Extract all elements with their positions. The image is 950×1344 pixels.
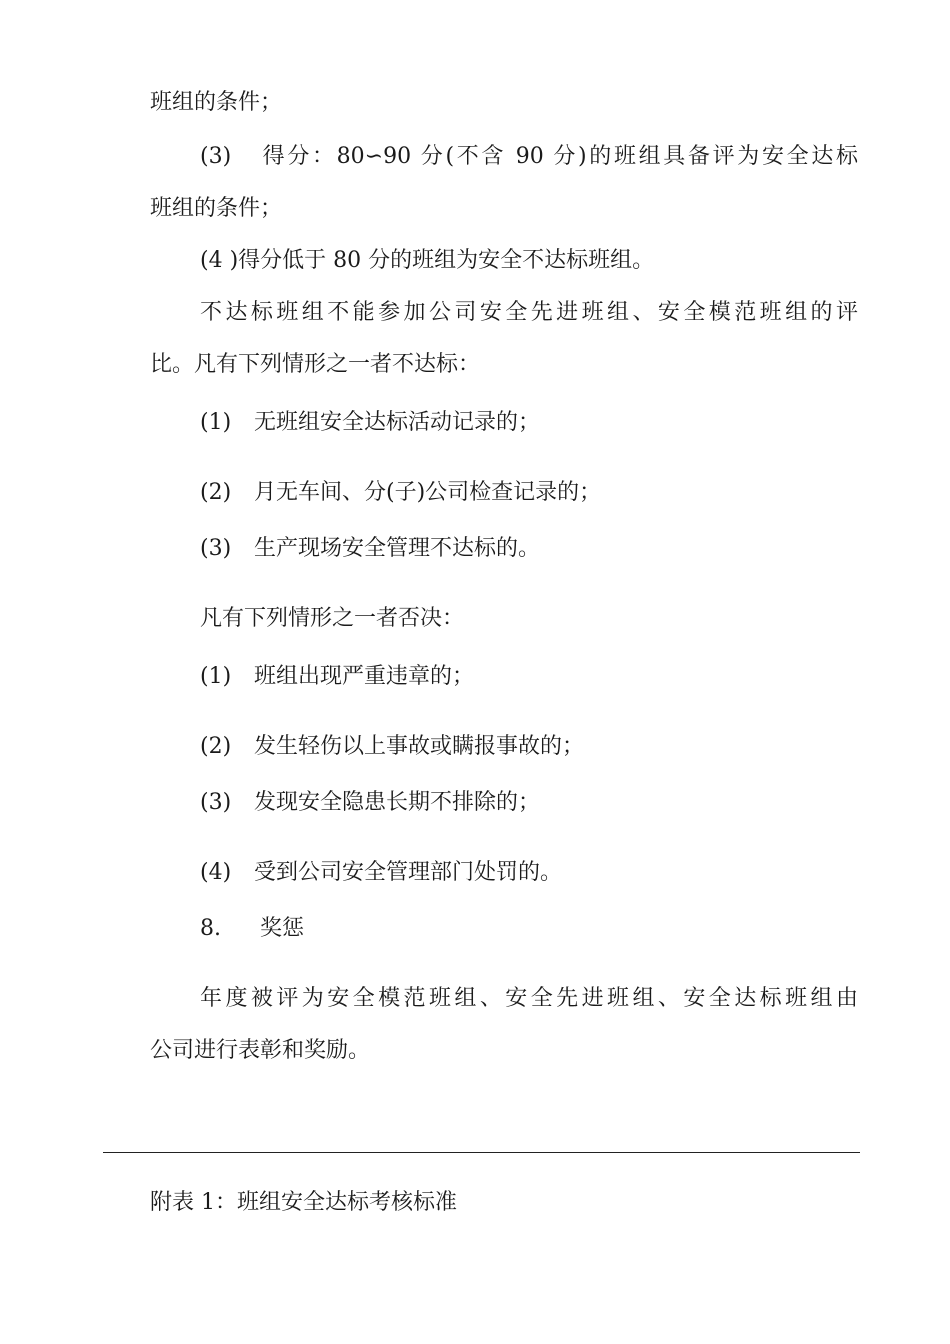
list-item — [200, 858, 562, 888]
paragraph-continuation: 班组的条件； — [150, 90, 283, 115]
nonstandard-paragraph-line1: 不达标班组不能参加公司安全先进班组、安全模范班组的评 — [200, 300, 858, 325]
footnote-divider — [103, 1152, 860, 1153]
list-item — [200, 662, 474, 692]
list-item-number: (1) — [200, 410, 232, 435]
item-3-continuation: 班组的条件； — [150, 196, 283, 221]
item-3-number: (3) — [200, 144, 232, 169]
list-item-number: (3) — [200, 536, 232, 561]
list-item-text: 无班组安全达标活动记录的； — [254, 410, 541, 435]
list-item — [200, 478, 601, 508]
item-3-line — [200, 142, 858, 172]
veto-intro: 凡有下列情形之一者否决： — [200, 606, 465, 631]
list-item-text: 生产现场安全管理不达标的。 — [254, 536, 541, 561]
list-item — [200, 534, 540, 564]
item-4-line: (4 )得分低于 80 分的班组为安全不达标班组。 — [200, 248, 655, 273]
appendix-reference: 附表 1：班组安全达标考核标准 — [150, 1190, 457, 1215]
list-item-text: 受到公司安全管理部门处罚的。 — [254, 860, 563, 885]
list-item-text: 发现安全隐患长期不排除的； — [254, 790, 541, 815]
section-8-title: 奖惩 — [260, 916, 305, 941]
section-8-heading — [200, 914, 304, 944]
list-item-text: 月无车间、分(子)公司检查记录的； — [254, 480, 602, 505]
list-item-text: 班组出现严重违章的； — [254, 664, 475, 689]
section-8-number: 8. — [200, 916, 221, 941]
list-item-number: (2) — [200, 480, 232, 505]
list-item-text: 发生轻伤以上事故或瞒报事故的； — [254, 734, 585, 759]
list-item-number: (4) — [200, 860, 232, 885]
list-item — [200, 408, 540, 438]
nonstandard-paragraph-line2: 比。凡有下列情形之一者不达标： — [150, 352, 481, 377]
list-item — [200, 788, 540, 818]
list-item-number: (3) — [200, 790, 232, 815]
list-item-number: (1) — [200, 664, 232, 689]
list-item — [200, 732, 584, 762]
list-item-number: (2) — [200, 734, 232, 759]
item-3-text: 得分：80∽90 分(不含 90 分)的班组具备评为安全达标 — [260, 144, 858, 169]
section-8-paragraph-line1: 年度被评为安全模范班组、安全先进班组、安全达标班组由 — [200, 986, 858, 1011]
section-8-paragraph-line2: 公司进行表彰和奖励。 — [150, 1038, 371, 1063]
